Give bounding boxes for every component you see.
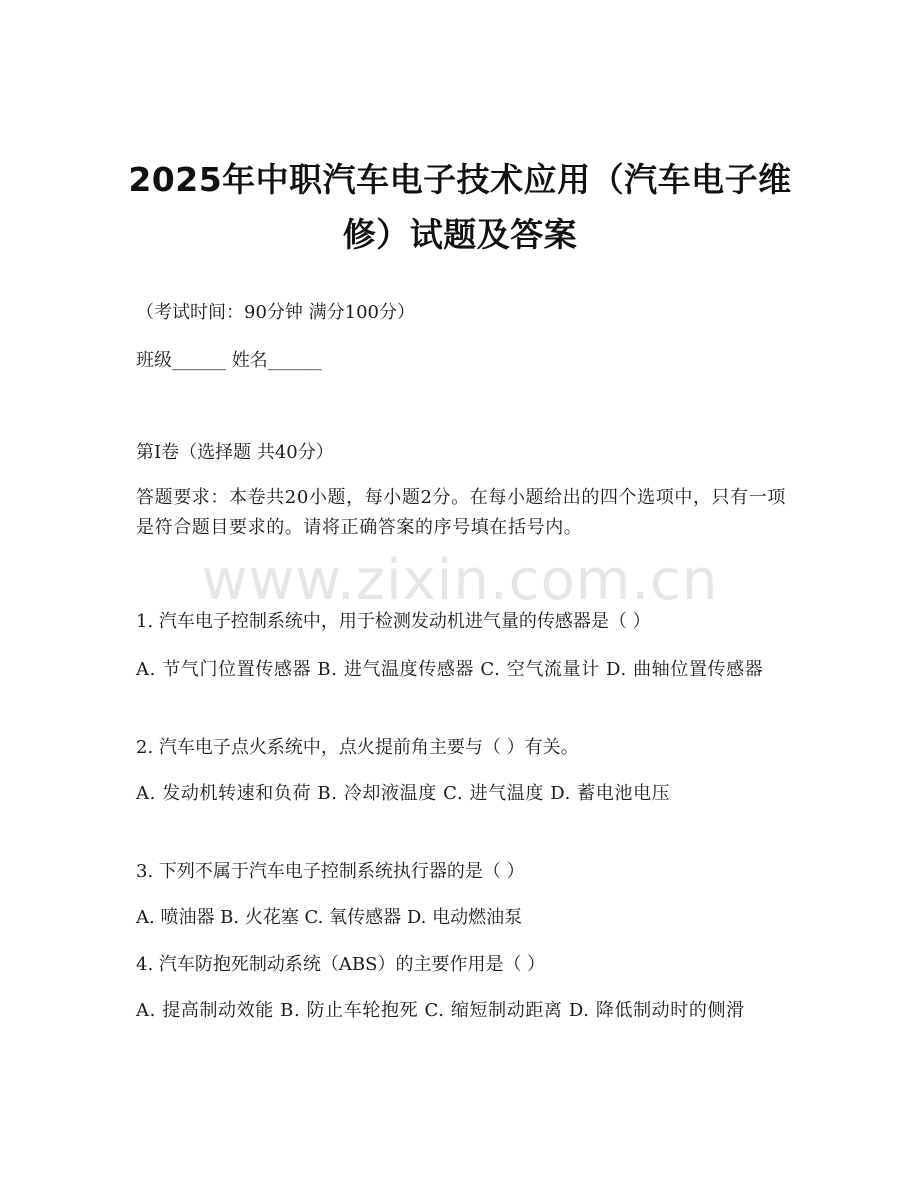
question-stem: 2. 汽车电子点火系统中，点火提前角主要与（ ）有关。 <box>136 737 579 758</box>
question-stem: 1. 汽车电子控制系统中，用于检测发动机进气量的传感器是（ ） <box>136 611 651 632</box>
question-options: A. 喷油器 B. 火花塞 C. 氧传感器 D. 电动燃油泵 <box>136 907 523 928</box>
instructions: 答题要求：本卷共20小题，每小题2分。在每小题给出的四个选项中，只有一项是符合题目要求的。请将正确答案的序号填在括号内。 <box>136 487 786 538</box>
question-options: A. 提高制动效能 B. 防止车轮抱死 C. 缩短制动距离 D. 降低制动时的侧滑 <box>136 1000 745 1021</box>
watermark: www.zixin.com.cn <box>201 548 719 613</box>
exam-info: （考试时间：90分钟 满分100分） <box>136 302 415 323</box>
class-name-line: 班级______ 姓名______ <box>136 350 322 371</box>
question-stem: 4. 汽车防抱死制动系统（ABS）的主要作用是（ ） <box>136 954 546 975</box>
section-heading: 第Ⅰ卷（选择题 共40分） <box>136 442 334 463</box>
question-options: A. 发动机转速和负荷 B. 冷却液温度 C. 进气温度 D. 蓄电池电压 <box>136 783 671 804</box>
question-stem: 3. 下列不属于汽车电子控制系统执行器的是（ ） <box>136 861 525 882</box>
question-options: A. 节气门位置传感器 B. 进气温度传感器 C. 空气流量计 D. 曲轴位置传感器 <box>136 659 764 680</box>
document-title: 2025年中职汽车电子技术应用（汽车电子维修）试题及答案 <box>128 160 792 254</box>
